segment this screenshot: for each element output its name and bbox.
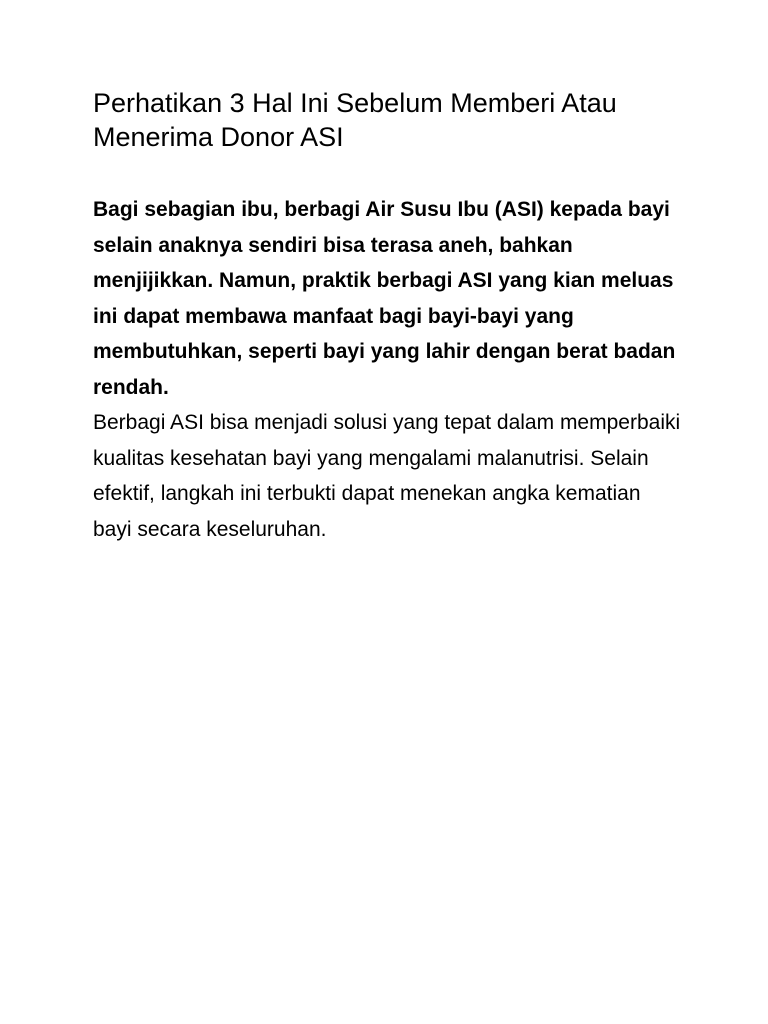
body-paragraph: Berbagi ASI bisa menjadi solusi yang tepat dalam memperbaiki kualitas kesehatan bayi yang mengalami malanutrisi. Selain efektif, langkah ini terbukti dapat menekan angka kematian bayi secara keseluruhan. xyxy=(93,411,681,541)
document-page xyxy=(93,86,683,547)
article-title: Perhatikan 3 Hal Ini Sebelum Memberi Atau Menerima Donor ASI xyxy=(93,88,617,152)
lead-paragraph: Bagi sebagian ibu, berbagi Air Susu Ibu (ASI) kepada bayi selain anaknya sendiri bisa terasa aneh, bahkan menjijikkan. Namun, praktik berbagi ASI yang kian meluas ini dapat membawa manfaat bagi bayi-bayi yang membutuhkan, seperti bayi yang lahir dengan berat badan rendah. xyxy=(93,198,676,399)
